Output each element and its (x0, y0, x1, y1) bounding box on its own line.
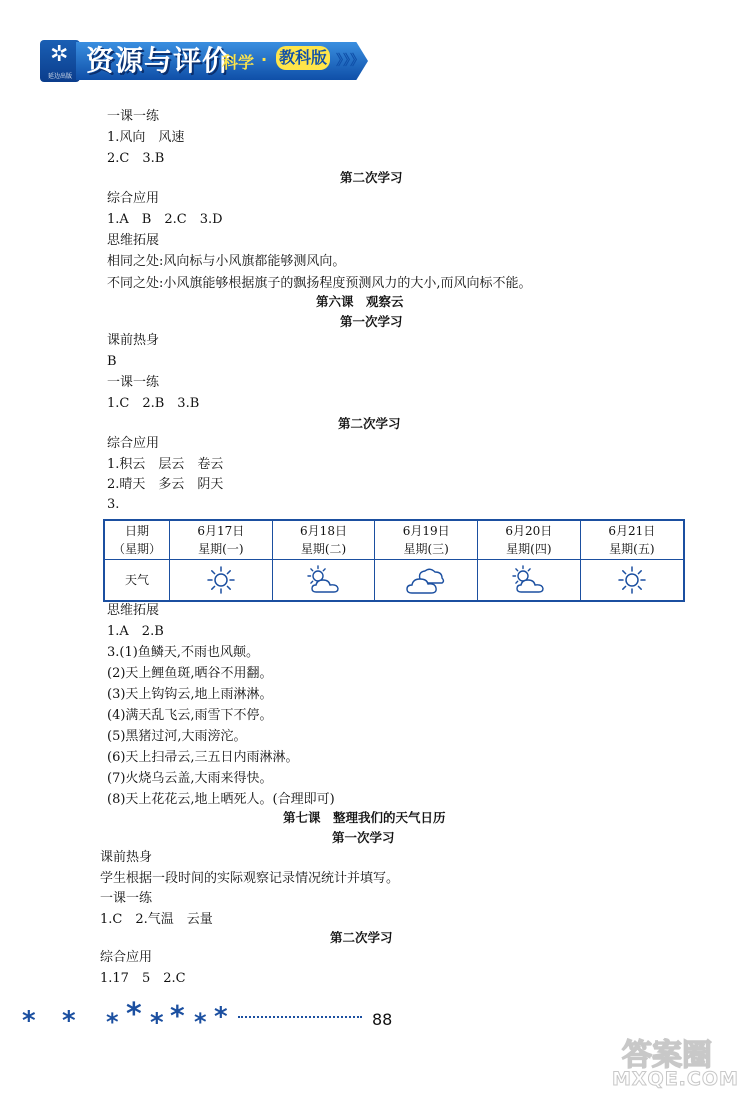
section-heading: 第七课 整理我们的天气日历 (283, 810, 446, 825)
date-header-label: 日期 (124, 524, 149, 538)
weekday-text: 星期(三) (403, 542, 449, 556)
header-banner (40, 38, 370, 88)
answer-line: 1.A 2.B (107, 624, 164, 639)
answer-line: 一课一练 (107, 109, 160, 124)
answer-line: 1.风向 风速 (107, 130, 185, 145)
watermark-url: MXQE.COM (612, 1068, 739, 1090)
answer-line: (7)火烧乌云盖,大雨来得快。 (107, 771, 273, 786)
answer-line: (2)天上鲤鱼斑,晒谷不用翻。 (107, 666, 273, 681)
weekday-text: 星期(二) (300, 542, 347, 556)
logo-text: 延边出版 (47, 73, 72, 80)
section-heading: 第一次学习 (332, 830, 395, 845)
date-text: 6月19日 (402, 524, 450, 538)
sun-icon (206, 565, 236, 595)
answer-line: 课前热身 (100, 850, 153, 865)
weekday-header-label: （星期） (112, 542, 161, 556)
weekday-text: 星期(五) (609, 542, 655, 556)
date-header-cell (104, 520, 170, 560)
answer-line: 课前热身 (107, 333, 160, 348)
answer-line: 2.C 3.B (107, 151, 165, 166)
answer-line: 1.A B 2.C 3.D (107, 212, 223, 227)
weekday-text: 星期(四) (506, 542, 552, 556)
answer-line: (4)满天乱飞云,雨雪下不停。 (107, 708, 273, 723)
cloudy-icon (404, 564, 448, 596)
weather-cell (272, 560, 375, 602)
weekday-text: 星期(一) (198, 542, 244, 556)
star-icon: * (106, 1008, 119, 1036)
date-cell (478, 520, 581, 560)
answer-line: 综合应用 (107, 191, 160, 206)
weather-cell (580, 560, 684, 602)
watermark-logo-text: 答案圈 (622, 1038, 712, 1073)
star-icon: * (62, 1006, 76, 1036)
answer-line: 1.C 2.气温 云量 (100, 912, 213, 927)
answer-line: 3.(1)鱼鳞天,不雨也风颠。 (107, 645, 259, 660)
weather-cell (170, 560, 273, 602)
partly-cloudy-icon (304, 564, 344, 596)
answer-line: 不同之处:小风旗能够根据旗子的飘扬程度预测风力的大小,而风向标不能。 (107, 276, 532, 291)
chevron-arrows-icon: 》》》 (336, 53, 364, 69)
answer-line: 学生根据一段时间的实际观察记录情况统计并填写。 (100, 871, 400, 886)
answer-line: 1.17 5 2.C (100, 971, 186, 986)
section-heading: 第二次学习 (338, 416, 401, 431)
answer-line: (3)天上钩钩云,地上雨淋淋。 (107, 687, 273, 702)
answer-line: 相同之处:风向标与小风旗都能够测风向。 (107, 254, 346, 269)
star-icon: * (214, 1002, 228, 1032)
star-icon: * (22, 1006, 36, 1036)
star-icon: * (150, 1008, 164, 1038)
answer-line: 2.晴天 多云 阴天 (107, 477, 224, 492)
weather-label-cell: 天气 (104, 560, 170, 602)
star-icon: * (194, 1008, 207, 1036)
answer-line: 3. (107, 497, 120, 512)
book-title: 资源与评价 (86, 44, 232, 77)
partly-cloudy-icon (509, 564, 549, 596)
section-heading: 第六课 观察云 (316, 294, 404, 309)
weather-cell (375, 560, 478, 602)
date-cell (580, 520, 684, 560)
answer-line: 一课一练 (107, 375, 160, 390)
sun-icon (617, 565, 647, 595)
date-text: 6月20日 (505, 524, 553, 538)
section-heading: 第一次学习 (340, 314, 403, 329)
answer-line: 思维拓展 (107, 233, 160, 248)
subject-label: 科学 (222, 53, 255, 72)
answer-line: 思维拓展 (107, 603, 160, 618)
answer-line: (8)天上花花云,地上晒死人。(合理即可) (107, 792, 335, 807)
site-watermark (612, 1030, 742, 1090)
edition-badge: 教科版 (276, 46, 330, 70)
date-cell (170, 520, 273, 560)
date-text: 6月17日 (197, 524, 245, 538)
section-heading: 第二次学习 (330, 930, 393, 945)
publisher-logo (40, 40, 80, 82)
star-icon: * (126, 997, 142, 1032)
star-logo-icon: ✲ (50, 42, 69, 67)
date-cell (375, 520, 478, 560)
date-cell (272, 520, 375, 560)
answer-line: (5)黑猪过河,大雨滂沱。 (107, 729, 247, 744)
answer-line: (6)天上扫帚云,三五日内雨淋淋。 (107, 750, 299, 765)
answer-line: B (107, 354, 117, 369)
weather-table-date-row (104, 520, 684, 560)
answer-line: 综合应用 (107, 436, 160, 451)
weather-table (103, 519, 685, 602)
date-text: 6月18日 (300, 524, 347, 538)
star-icon: * (170, 999, 185, 1032)
answer-line: 1.积云 层云 卷云 (107, 457, 224, 472)
footer-stars-decoration (22, 997, 242, 1038)
answer-line: 一课一练 (100, 891, 153, 906)
weather-cell (478, 560, 581, 602)
answer-line: 综合应用 (100, 950, 153, 965)
weather-table-icon-row (104, 560, 684, 602)
answer-line: 1.C 2.B 3.B (107, 396, 200, 411)
page-number: 88 (372, 1010, 393, 1029)
title-separator: · (261, 50, 268, 69)
footer-dotted-leader (238, 1016, 362, 1018)
section-heading: 第二次学习 (340, 170, 403, 185)
date-text: 6月21日 (608, 524, 656, 538)
